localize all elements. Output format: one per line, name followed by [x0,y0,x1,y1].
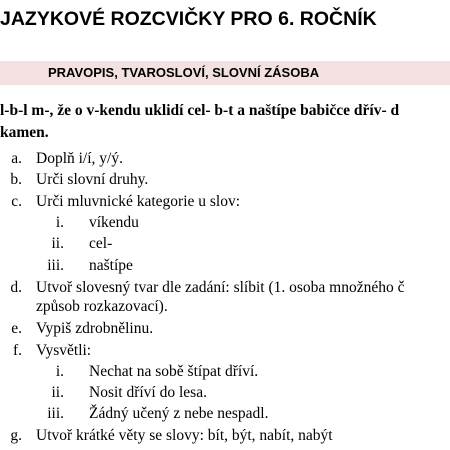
sub-label: iii. [47,405,64,422]
list-label: e. [11,320,22,337]
list-label: g. [10,427,22,444]
sub-text: Žádný učený z nebe nespadl. [89,405,269,422]
list-label: c. [11,193,22,210]
sub-label: i. [55,363,64,380]
task-sentence-line-1: l-b-l m-, že o v-kendu uklidí cel- b-t a naštípe babičce dřív- d [0,102,400,119]
task-sentence-line-2: kamen. [0,124,49,141]
list-text: Urči slovní druhy. [36,171,149,188]
list-label: d. [10,279,22,296]
sub-label: ii. [51,235,64,252]
section-band [0,61,450,85]
list-text: Doplň i/í, y/ý. [36,150,123,167]
sub-text: naštípe [89,257,133,274]
list-label: a. [11,150,22,167]
sub-text: Nechat na sobě štípat dříví. [89,363,259,380]
section-subtitle: PRAVOPIS, TVAROSLOVÍ, SLOVNÍ ZÁSOBA [48,65,320,80]
list-text: Vysvětli: [36,342,92,359]
list-text: Utvoř slovesný tvar dle zadání: slíbit (1. osoba množného č [36,279,405,296]
list-text: Utvoř krátké věty se slovy: bít, být, nabít, nabýt [36,427,333,444]
list-label: f. [12,342,22,359]
list-label: b. [10,171,22,188]
page-title: JAZYKOVÉ ROZCVIČKY PRO 6. ROČNÍK [0,8,377,30]
sub-text: víkendu [89,214,139,231]
list-text: Vypiš zdrobnělinu. [36,320,154,337]
sub-text: cel- [89,235,113,252]
sub-label: ii. [51,384,64,401]
list-text: Urči mluvnické kategorie u slov: [36,193,241,210]
list-text: způsob rozkazovací). [36,298,168,315]
sub-text: Nosit dříví do lesa. [89,384,207,401]
sub-label: i. [55,214,64,231]
sub-label: iii. [47,257,64,274]
